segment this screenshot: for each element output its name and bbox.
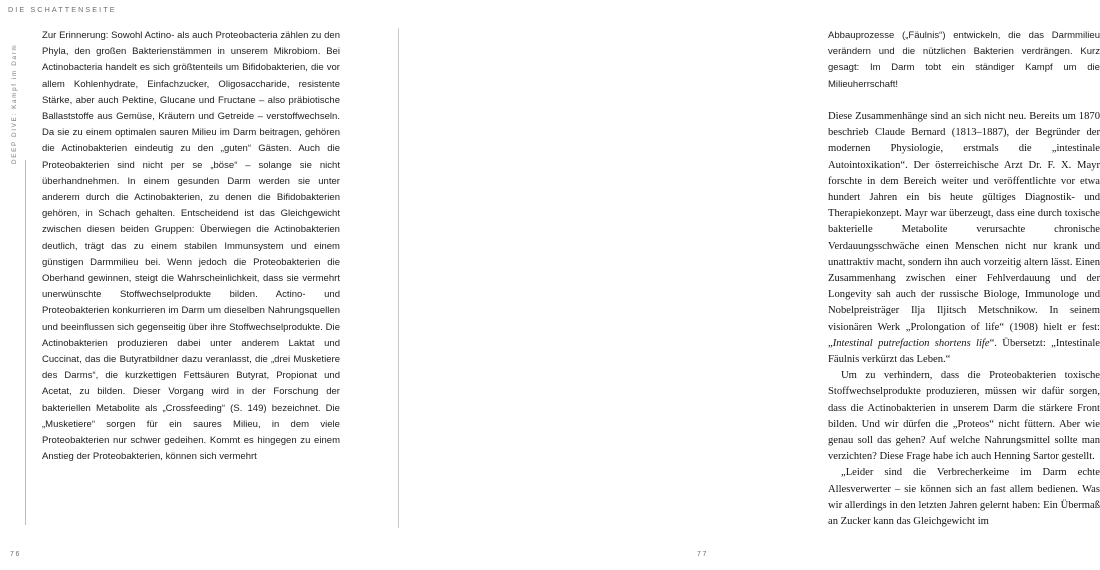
italic-quote: Intestinal putrefaction shortens life: [832, 337, 990, 349]
page-number-left: 76: [10, 551, 21, 558]
paragraph: Diese Zusammenhänge sind an sich nicht neu. Bereits um 1870 beschrieb Claude Bernard (1813–1887), der Begründer der modernen Physiologie, erstmals die „intestinale Autointoxikation“. Der österreichische Arzt Dr. F. X. Mayr forschte in dem Bereich weiter und veröffentlichte vor etwa hundert Jahren ein bis heute gültiges Diagnostik- und Therapiekonzept. Mayr war überzeugt, dass eine durch toxische bakterielle Metabolite verursachte chronische Verdauungsschwäche einen Menschen nicht nur krank und unattraktiv macht, sondern ihn auch vorzeitig altern lässt. Einen Zusammenhang zwischen einer Fehlverdauung und der Longevity sah auch der russische Biologe, Immunologe und Nobelpreisträger Ilja Iljitsch Metschnikow. In seinem visionären Werk „Prolongation of life“ (1908) hielt er fest: „Intestinal putrefaction shortens life“. Übersetzt: „Intestinale Fäulnis verkürzt das Leben.“: [828, 111, 1100, 366]
paragraph-lead: Abbauprozesse („Fäulnis“) entwickeln, die das Darmmilieu verändern und die nützlichen Bakterien verdrängen. Kurz gesagt: Im Darm tobt ein ständiger Kampf um die Milieuherrschaft!: [828, 30, 1100, 90]
paragraph: Um zu verhindern, dass die Proteobakterien toxische Stoffwechselprodukte produzieren, müssen wir dafür sorgen, dass die Actinobakterien in unserem Darm die stärkere Front bilden. Und wir dürfen die „Proteos“ nicht füttern. Aber wie genau soll das gehen? Auf welche Nahrungsmittel sollte man verzichten? Diese Frage habe ich auch Henning Sartor gestellt.: [828, 370, 1100, 463]
side-rule-divider: [25, 160, 26, 525]
page-number-right: 77: [697, 551, 708, 558]
side-tab: [11, 34, 32, 164]
running-head: DIE SCHATTENSEITE: [8, 5, 117, 14]
right-column-text: [828, 28, 1100, 530]
gutter-rule: [398, 28, 399, 528]
page-left: [0, 0, 398, 570]
paragraph: Zur Erinnerung: Sowohl Actino- als auch Proteobacteria zählen zu den Phyla, den großen Bakterienstämmen in unserem Mikrobiom. Bei Actinobacteria handelt es sich größtenteils um Bifidobakterien, die vor allem Kohlenhydrate, Einfachzucker, Oligosaccharide, resistente Stärke, aber auch Pektine, Glucane und Fructane – also präbiotische Ballaststoffe aus Gemüse, Kräutern und Getreide – verstoffwechseln. Da sie zu einem optimalen sauren Milieu im Darm beitragen, gehören die Actinobakterien eindeutig zu den „guten“ Gästen. Auch die Proteobakterien sind nicht per se „böse“ – solange sie nicht überhandnehmen. In einem gesunden Darm werden sie unter anderem durch die Actinobakterien, zu denen die Bifidobakterien gehören, in Schach gehalten. Entscheidend ist das Gleichgewicht zwischen diesen beiden Gruppen: Überwiegen die Actinobakterien deutlich, trägt das zu einem stabilen Immunsystem und einem günstigen Darmmilieu bei. Wenn jedoch die Proteobakterien die Oberhand gewinnen, steigt die Wahrscheinlichkeit, dass sie vermehrt unerwünschte Stoffwechselprodukte bilden. Actino- und Proteobakterien konkurrieren im Darm um dieselben Nahrungsquellen und beeinflussen sich gegenseitig über ihre Stoffwechselprodukte. Die Actinobakterien produzieren dabei unter anderem Laktat und Cuccinat, das die Butyratbildner dazu veranlasst, die „drei Musketiere des Darms“, die kurzkettigen Fettsäuren Butyrat, Propionat und Acetat, zu bilden. Dieser Vorgang wird in der Forschung der bakteriellen Metabolite als „Crossfeeding“ (S. 149) bezeichnet. Die „Musketiere“ sorgen für ein saures Milieu, in dem viele Proteobakterien nur schwer gedeihen. Kommt es hingegen zu einem Anstieg der Proteobakterien, können sich vermehrt: [42, 30, 340, 463]
left-column-text: [42, 28, 340, 465]
page-right: [398, 0, 1100, 570]
right-body-paragraphs: [828, 109, 1100, 530]
side-tab-label: DEEP DIVE: Kampf im Darm: [11, 43, 18, 164]
paragraph: „Leider sind die Verbrecherkeime im Darm echte Allesverwerter – sie können sich an fast allem bedienen. Was wir allerdings in den letzten Jahren gelernt haben: Ein Übermaß an Zucker kann das Gleichgewicht im: [828, 467, 1100, 528]
